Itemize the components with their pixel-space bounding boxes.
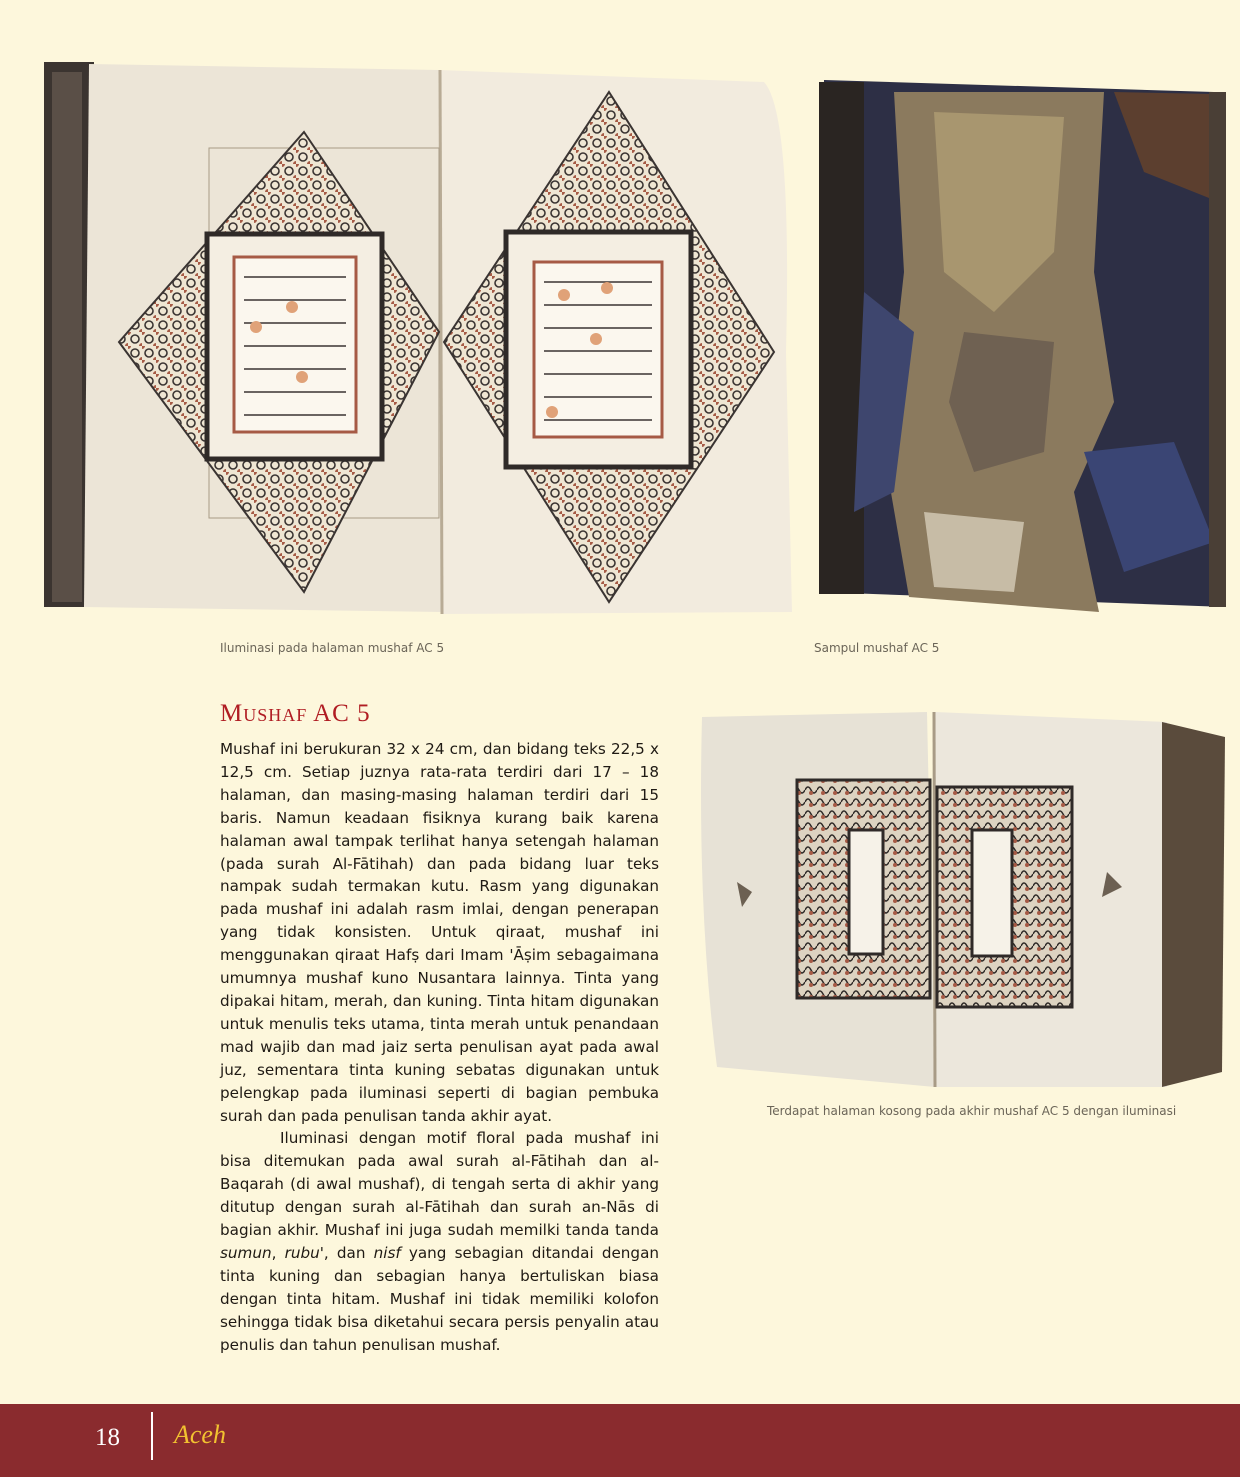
footer-brand: Aceh [174,1420,226,1449]
article-paragraph-2 [220,1127,659,1356]
paragraph-2-sep-2: , dan [323,1243,374,1262]
term-sumun: sumun [220,1243,272,1262]
paragraph-2-text-a: Iluminasi dengan motif floral pada mushaf ini bisa ditemukan pada awal surah al-Fātihah dan al-Baqarah (di awal mushaf), di tengah serta di akhir yang ditutup dengan surah al-Fātihah dan surah an-Nās di bagian akhir. Mushaf ini juga sudah memilki tanda tanda [220,1129,659,1240]
cover-caption: Sampul mushaf AC 5 [814,641,940,655]
footer-divider [151,1412,153,1460]
term-nisf: nisf [373,1243,401,1262]
paragraph-2-sep-1: , [271,1243,285,1262]
term-rubu: rubu' [284,1243,324,1262]
page-number: 18 [95,1424,120,1451]
article-paragraph-1: Mushaf ini berukuran 32 x 24 cm, dan bidang teks 22,5 x 12,5 cm. Setiap juznya rata-rata terdiri dari 17 – 18 halaman, dan masing-masing halaman terdiri dari 15 baris. Namun keadaan fisiknya kurang baik karena halaman awal tampak terlihat hanya setengah halaman (pada surah Al-Fātihah) dan pada bidang luar teks nampak sudah termakan kutu. Rasm yang digunakan pada mushaf ini adalah rasm imlai, dengan penerapan yang tidak konsisten. Untuk qiraat, mushaf ini menggunakan qiraat Hafṣ dari Imam 'Āṣim sebagaimana umumnya mushaf kuno Nusantara lainnya. Tinta yang dipakai hitam, merah, dan kuning. Tinta hitam digunakan untuk menulis teks utama, tinta merah untuk penandaan mad wajib dan mad jaiz serta penulisan ayat pada awal juz, sementara tinta kuning sebatas digunakan untuk pelengkap pada iluminasi seperti di bagian pembuka surah dan pada penulisan tanda akhir ayat. [220,740,659,1125]
article-title: Mushaf AC 5 [220,700,371,727]
end-pages-photo [697,712,1230,1092]
paragraph-2-text-b: yang sebagian ditandai dengan tinta kuning dan sebagian hanya bertuliskan biasa dengan tinta hitam. Mushaf ini tidak memiliki kolofon sehingga tidak bisa diketahui secara persis penyalin atau penulis dan tahun penulisan mushaf. [220,1243,659,1354]
illumination-caption: Iluminasi pada halaman mushaf AC 5 [220,641,445,655]
article-body [220,738,659,1356]
cover-photo [814,72,1230,617]
illumination-photo [44,52,800,618]
end-pages-caption: Terdapat halaman kosong pada akhir mushaf AC 5 dengan iluminasi [767,1104,1177,1118]
